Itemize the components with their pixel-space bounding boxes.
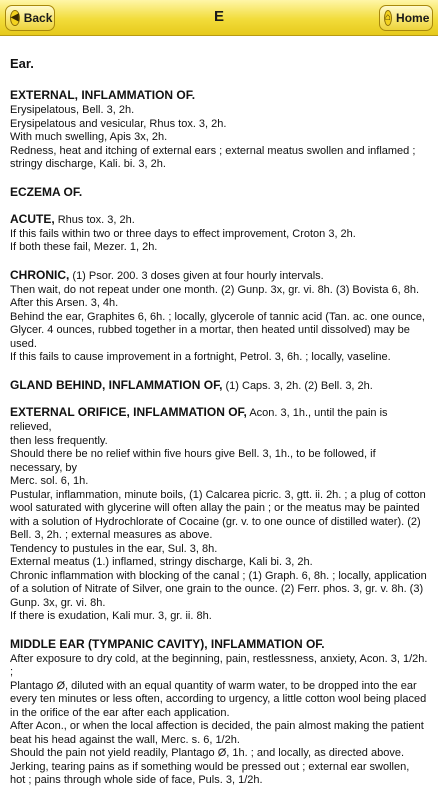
text-line: If both these fail, Mezer. 1, 2h. [10, 241, 158, 253]
text-line: with a solution of Hydrochlorate of Cocaine (gr. v. to one ounce of distilled water). (2) [10, 515, 421, 528]
home-button-label: Home [396, 11, 430, 25]
text-line: After Acon., or when the local affection is decided, the pain almost making the patient [10, 720, 424, 732]
text-line: If this fails within two or three days to effect improvement, Croton 3, 2h. [10, 227, 356, 240]
text-line: External meatus (1.) inflamed, stringy discharge, Kali bi. 3, 2h. [10, 556, 313, 568]
text-line: Behind the ear, Graphites 6, 6h. ; locally, glycerole of tannic acid (Tan. ac. one ounce, [10, 310, 425, 323]
section [10, 88, 430, 172]
chevron-left-icon: ◀ [10, 10, 20, 26]
section [10, 268, 430, 365]
section [10, 637, 430, 788]
text-line: Erysipelatous, Bell. 3, 2h. [10, 104, 135, 116]
text-line: Plantago Ø, diluted with an equal quantity of warm water, to be dropped into the ear [10, 679, 417, 692]
section-title [10, 88, 430, 102]
text-line: wool saturated with glycerine will often allay the pain ; or the meatus may be painted [10, 502, 420, 514]
section-title-remedy: Rhus tox. 3, 2h. [54, 213, 135, 226]
text-line: Erysipelatous and vesicular, Rhus tox. 3, 2h. [10, 117, 227, 130]
text-line: Pustular, inflammation, minute boils, (1) Calcarea picric. 3, gtt. ii. 2h. ; a plug of cotton [10, 488, 426, 501]
text-line: used. [10, 337, 37, 350]
section-title-text: CHRONIC, [10, 267, 70, 282]
back-button-label: Back [23, 11, 53, 25]
section-title-remedy: Acon. 3, 1h., until the pain is relieved, [10, 406, 388, 433]
text-line: If this fails to cause improvement in a fortnight, Petrol. 3, 6h. ; locally, vaseline. [10, 351, 391, 363]
house-icon: ⌂ [384, 10, 392, 26]
section [10, 378, 430, 392]
article-body [0, 36, 438, 786]
text-line: Jerking, tearing pains as if something would be pressed out ; external ear swollen, [10, 760, 410, 773]
section-title [10, 185, 430, 199]
text-line: Redness, heat and itching of external ears ; external meatus swollen and inflamed ; [10, 144, 416, 157]
text-line: Gunp. 3x, gr. vi. 8h. [10, 596, 106, 609]
text-line: Merc. sol. 6, 1h. [10, 475, 89, 487]
section-title-text: EXTERNAL, INFLAMMATION OF. [10, 88, 196, 102]
section-title-remedy: (1) Caps. 3, 2h. (2) Bell. 3, 2h. [222, 379, 373, 392]
text-line: Tendency to pustules in the ear, Sul. 3, 8h. [10, 542, 218, 555]
section-title [10, 378, 430, 392]
text-line: Chronic inflammation with blocking of the canal ; (1) Graph. 6, 8h. ; locally, application [10, 569, 427, 582]
section-title-text: ECZEMA OF. [10, 184, 83, 199]
section-title-text: MIDDLE EAR (TYMPANIC CAVITY), INFLAMMATION OF. [10, 636, 325, 651]
section-title-text: ACUTE, [10, 211, 55, 226]
text-line: every ten minutes or less often, according to urgency, a little cotton wool being placed [10, 693, 427, 705]
text-line: then less frequently. [10, 434, 108, 447]
section-title [10, 405, 430, 433]
section-title [10, 637, 430, 651]
section-title [10, 212, 430, 226]
text-line: beat his head against the wall, Merc. s. 6, 1/2h. [10, 733, 240, 746]
text-line: Then wait, do not repeat under one month. (2) Gunp. 3x, gr. vi. 8h. (3) Bovista 6, 8h. [10, 283, 420, 296]
text-line: in the orifice of the ear after each application. [10, 706, 230, 719]
text-line: stringy discharge, Kali. bi. 3, 2h. [10, 158, 166, 170]
text-line: hot ; pains through whole side of face, Puls. 3, 1/2h. [10, 774, 263, 786]
text-line: Glycer. 4 ounces, rubbed together in a mortar, then heated until dissolved) may be [10, 324, 410, 336]
section [10, 185, 430, 199]
section [10, 405, 430, 624]
home-button[interactable] [379, 5, 433, 31]
section [10, 212, 430, 255]
text-line: of a solution of Nitrate of Silver, one grain to the ounce. (2) Ferr. phos. 3, gr. v. 8h. (3) [10, 583, 424, 595]
section-title-text: GLAND BEHIND, INFLAMMATION OF, [10, 377, 223, 392]
top-navigation-bar [0, 0, 438, 36]
text-line: After exposure to dry cold, at the beginning, pain, restlessness, anxiety, Acon. 3, 1/2h. ; [10, 652, 428, 678]
section-title-text: EXTERNAL ORIFICE, INFLAMMATION OF, [10, 404, 247, 419]
text-line: If there is exudation, Kali mur. 3, gr. ii. 8h. [10, 610, 212, 622]
text-line: Should the pain not yield readily, Plantago Ø, 1h. ; and locally, as directed above. [10, 747, 405, 759]
article-heading: Ear. [10, 56, 34, 71]
text-line: Bell. 3, 2h. ; external measures as above. [10, 529, 213, 541]
text-line: With much swelling, Apis 3x, 2h. [10, 131, 168, 143]
page-title: E [213, 8, 224, 25]
text-line: After this Arsen. 3, 4h. [10, 297, 119, 309]
sections-container [10, 88, 430, 788]
text-line: Should there be no relief within five hours give Bell. 3, 1h., to be followed, if necessary, by [10, 448, 376, 474]
section-title-remedy: (1) Psor. 200. 3 doses given at four hourly intervals. [69, 269, 324, 282]
section-title [10, 268, 430, 282]
